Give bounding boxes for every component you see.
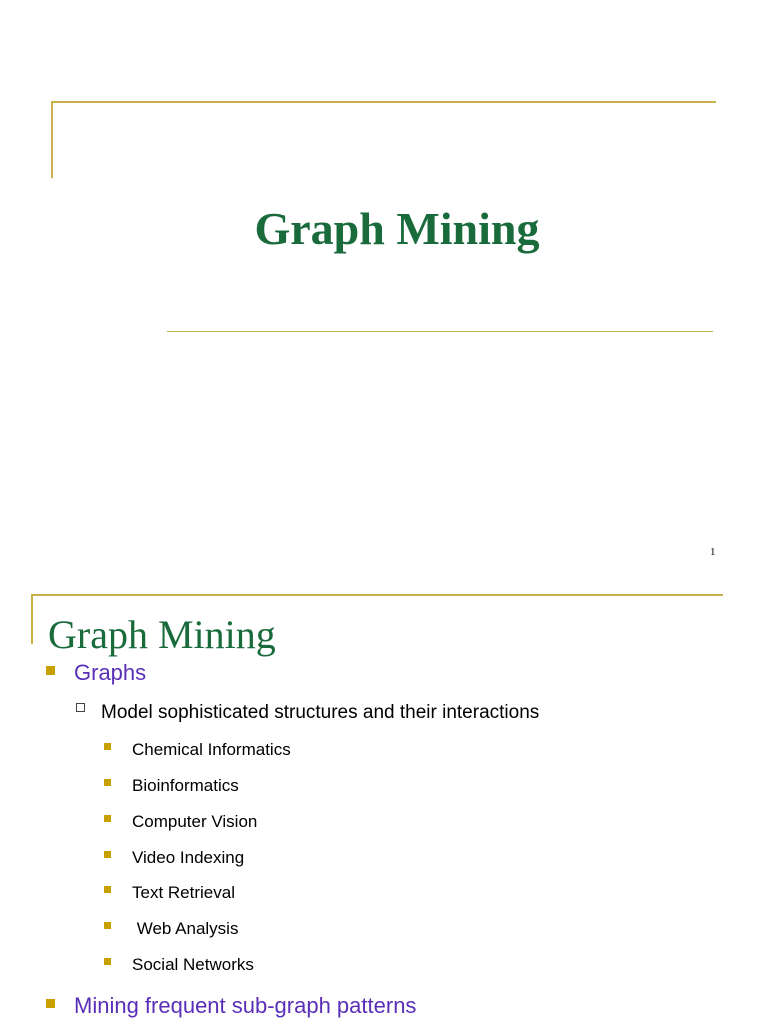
square-bullet-icon — [104, 851, 111, 858]
bullet-item-level3 — [104, 776, 239, 796]
left-decorative-rule — [51, 101, 53, 178]
bullet-text: Model sophisticated structures and their interactions — [101, 702, 540, 723]
bullet-text: Chemical Informatics — [132, 740, 291, 759]
square-bullet-icon — [46, 666, 55, 675]
page-number: 1 — [710, 546, 716, 558]
bullet-text: Computer Vision — [132, 812, 258, 831]
bullet-item-level3 — [104, 812, 257, 832]
bullet-text: Text Retrieval — [132, 883, 235, 902]
square-bullet-icon — [104, 815, 111, 822]
top-decorative-rule — [31, 594, 723, 596]
square-bullet-icon — [46, 999, 55, 1008]
bullet-text: Mining frequent sub-graph patterns — [74, 993, 417, 1018]
bullet-item-level1 — [46, 660, 146, 686]
bullet-text: Social Networks — [132, 955, 254, 974]
square-bullet-icon — [104, 958, 111, 965]
bullet-item-level3 — [104, 848, 244, 868]
hollow-square-bullet-icon — [76, 703, 85, 712]
square-bullet-icon — [104, 779, 111, 786]
slide-title: Graph Mining — [254, 203, 540, 254]
left-decorative-rule — [31, 594, 33, 644]
bullet-item-level3 — [104, 955, 254, 975]
bullet-item-level1 — [46, 993, 416, 1019]
bullet-item-level3 — [104, 740, 291, 760]
top-decorative-rule — [51, 101, 716, 103]
content-slide — [0, 575, 768, 1024]
square-bullet-icon — [104, 743, 111, 750]
bullet-text: Bioinformatics — [132, 776, 239, 795]
bullet-item-level3 — [104, 919, 238, 939]
bullet-item-level3 — [104, 883, 235, 903]
square-bullet-icon — [104, 886, 111, 893]
bullet-text: Web Analysis — [132, 919, 239, 938]
bullet-text: Graphs — [74, 660, 147, 685]
square-bullet-icon — [104, 922, 111, 929]
bullet-item-level2 — [76, 702, 539, 724]
title-underline-rule — [167, 331, 713, 332]
bullet-text: Video Indexing — [132, 848, 245, 867]
slide-heading: Graph Mining — [48, 612, 276, 657]
